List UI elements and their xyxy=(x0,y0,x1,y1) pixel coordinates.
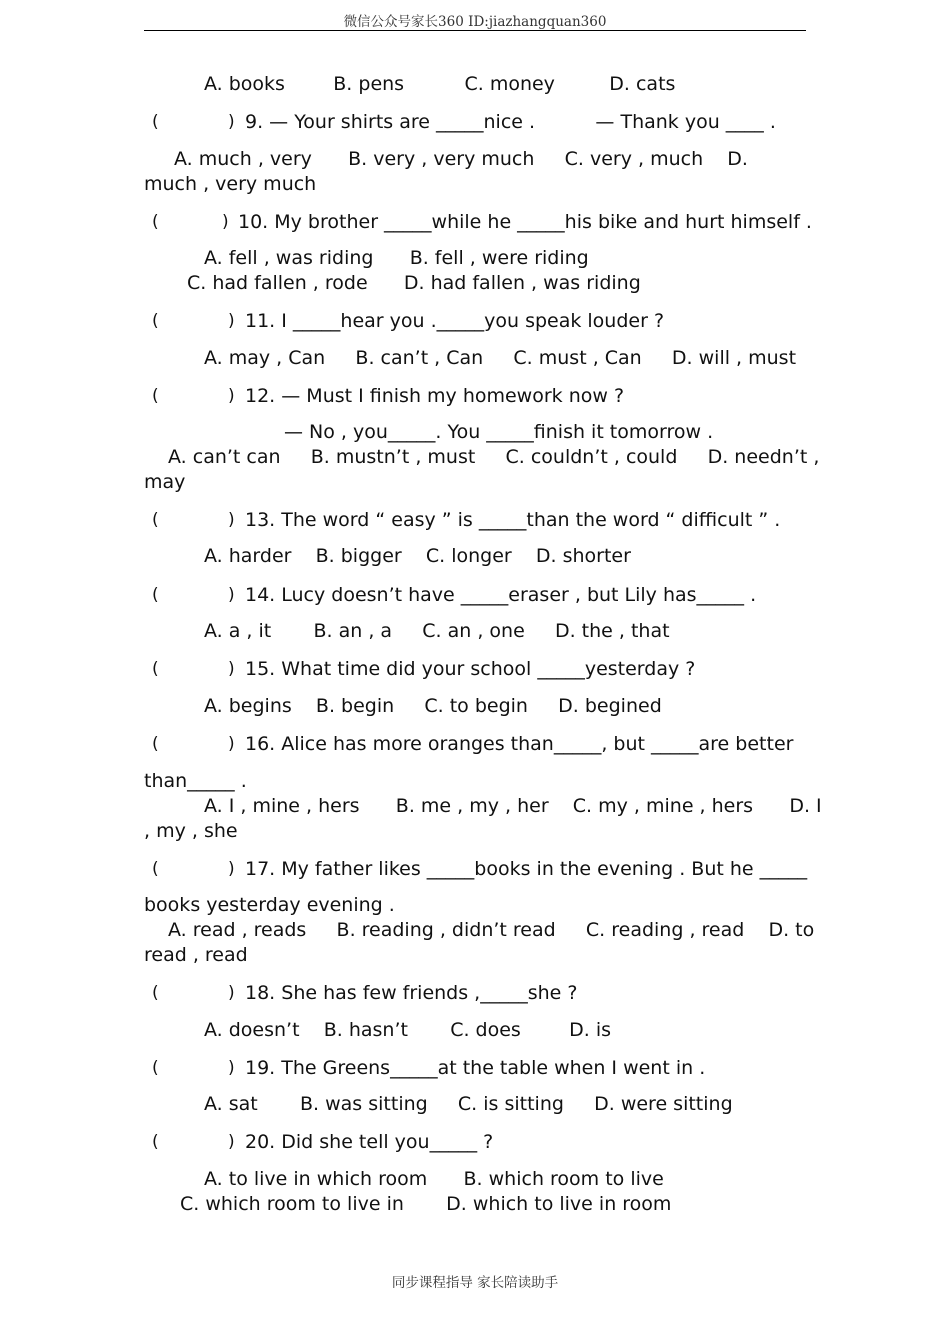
q8-options: A. books B. pens C. money D. cats xyxy=(204,73,676,95)
answer-paren-close: ) xyxy=(228,585,235,605)
question-15: 15. What time did your school _____yesterday ? xyxy=(245,658,696,680)
question-16: 16. Alice has more oranges than_____, but _____are better xyxy=(245,733,794,755)
question-13: 13. The word “ easy ” is _____than the word “ difficult ” . xyxy=(245,509,781,531)
answer-paren-close: ) xyxy=(228,510,235,530)
answer-paren-open: ( xyxy=(152,1132,159,1152)
answer-paren-open: ( xyxy=(152,983,159,1003)
question-9: 9. — Your shirts are _____nice . — Thank you ____ . xyxy=(245,111,776,133)
q10-options-line2: C. had fallen , rode D. had fallen , was riding xyxy=(187,272,641,294)
answer-paren-open: ( xyxy=(152,1058,159,1078)
question-11: 11. I _____hear you ._____you speak louder ? xyxy=(245,310,665,332)
page-footer: 同步课程指导 家长陪读助手 xyxy=(391,1275,559,1291)
answer-paren-close: ) xyxy=(228,1058,235,1078)
answer-paren-open: ( xyxy=(152,859,159,879)
question-14: 14. Lucy doesn’t have _____eraser , but Lily has_____ . xyxy=(245,584,757,606)
q10-options-line1: A. fell , was riding B. fell , were riding xyxy=(204,247,589,269)
q15-options: A. begins B. begin C. to begin D. begined xyxy=(204,695,662,717)
answer-paren-close: ) xyxy=(228,311,235,331)
question-19: 19. The Greens_____at the table when I went in . xyxy=(245,1057,706,1079)
q19-options: A. sat B. was sitting C. is sitting D. were sitting xyxy=(204,1093,733,1115)
answer-paren-close: ) xyxy=(222,212,229,232)
question-17: 17. My father likes _____books in the evening . But he _____ xyxy=(245,858,808,880)
q16-options-line1: A. I , mine , hers B. me , my , her C. my , mine , hers D. I xyxy=(204,795,822,817)
answer-paren-close: ) xyxy=(228,983,235,1003)
q16-options-line2: , my , she xyxy=(144,820,238,842)
q9-options-line1: A. much , very B. very , very much C. very , much D. xyxy=(174,148,748,170)
question-10: 10. My brother _____while he _____his bike and hurt himself . xyxy=(238,211,812,233)
answer-paren-open: ( xyxy=(152,585,159,605)
answer-paren-open: ( xyxy=(152,311,159,331)
q12-options-line2: may xyxy=(144,471,186,493)
question-16-cont: than_____ . xyxy=(144,770,247,792)
q17-options-line1: A. read , reads B. reading , didn’t read C. reading , read D. to xyxy=(168,919,815,941)
answer-paren-close: ) xyxy=(228,112,235,132)
answer-paren-close: ) xyxy=(228,386,235,406)
answer-paren-close: ) xyxy=(228,734,235,754)
answer-paren-open: ( xyxy=(152,212,159,232)
page-header: 微信公众号家长360 ID:jiazhangquan360 xyxy=(144,10,806,31)
q12-options-line1: A. can’t can B. mustn’t , must C. couldn’t , could D. needn’t , xyxy=(168,446,820,468)
q18-options: A. doesn’t B. hasn’t C. does D. is xyxy=(204,1019,612,1041)
q17-options-line2: read , read xyxy=(144,944,248,966)
answer-paren-open: ( xyxy=(152,659,159,679)
q13-options: A. harder B. bigger C. longer D. shorter xyxy=(204,545,631,567)
q20-options-line1: A. to live in which room B. which room to live xyxy=(204,1168,664,1190)
question-12: 12. — Must I finish my homework now ? xyxy=(245,385,625,407)
q9-options-line2: much , very much xyxy=(144,173,317,195)
answer-paren-close: ) xyxy=(228,859,235,879)
answer-paren-open: ( xyxy=(152,112,159,132)
answer-paren-open: ( xyxy=(152,510,159,530)
answer-paren-open: ( xyxy=(152,734,159,754)
q20-options-line2: C. which room to live in D. which to live in room xyxy=(180,1193,672,1215)
q11-options: A. may , Can B. can’t , Can C. must , Can D. will , must xyxy=(204,347,797,369)
answer-paren-close: ) xyxy=(228,659,235,679)
q14-options: A. a , it B. an , a C. an , one D. the , that xyxy=(204,620,670,642)
answer-paren-close: ) xyxy=(228,1132,235,1152)
answer-paren-open: ( xyxy=(152,386,159,406)
question-17-cont: books yesterday evening . xyxy=(144,894,395,916)
question-12-reply: — No , you_____. You _____finish it tomorrow . xyxy=(284,421,714,443)
question-20: 20. Did she tell you_____ ? xyxy=(245,1131,494,1153)
question-18: 18. She has few friends ,_____she ? xyxy=(245,982,578,1004)
